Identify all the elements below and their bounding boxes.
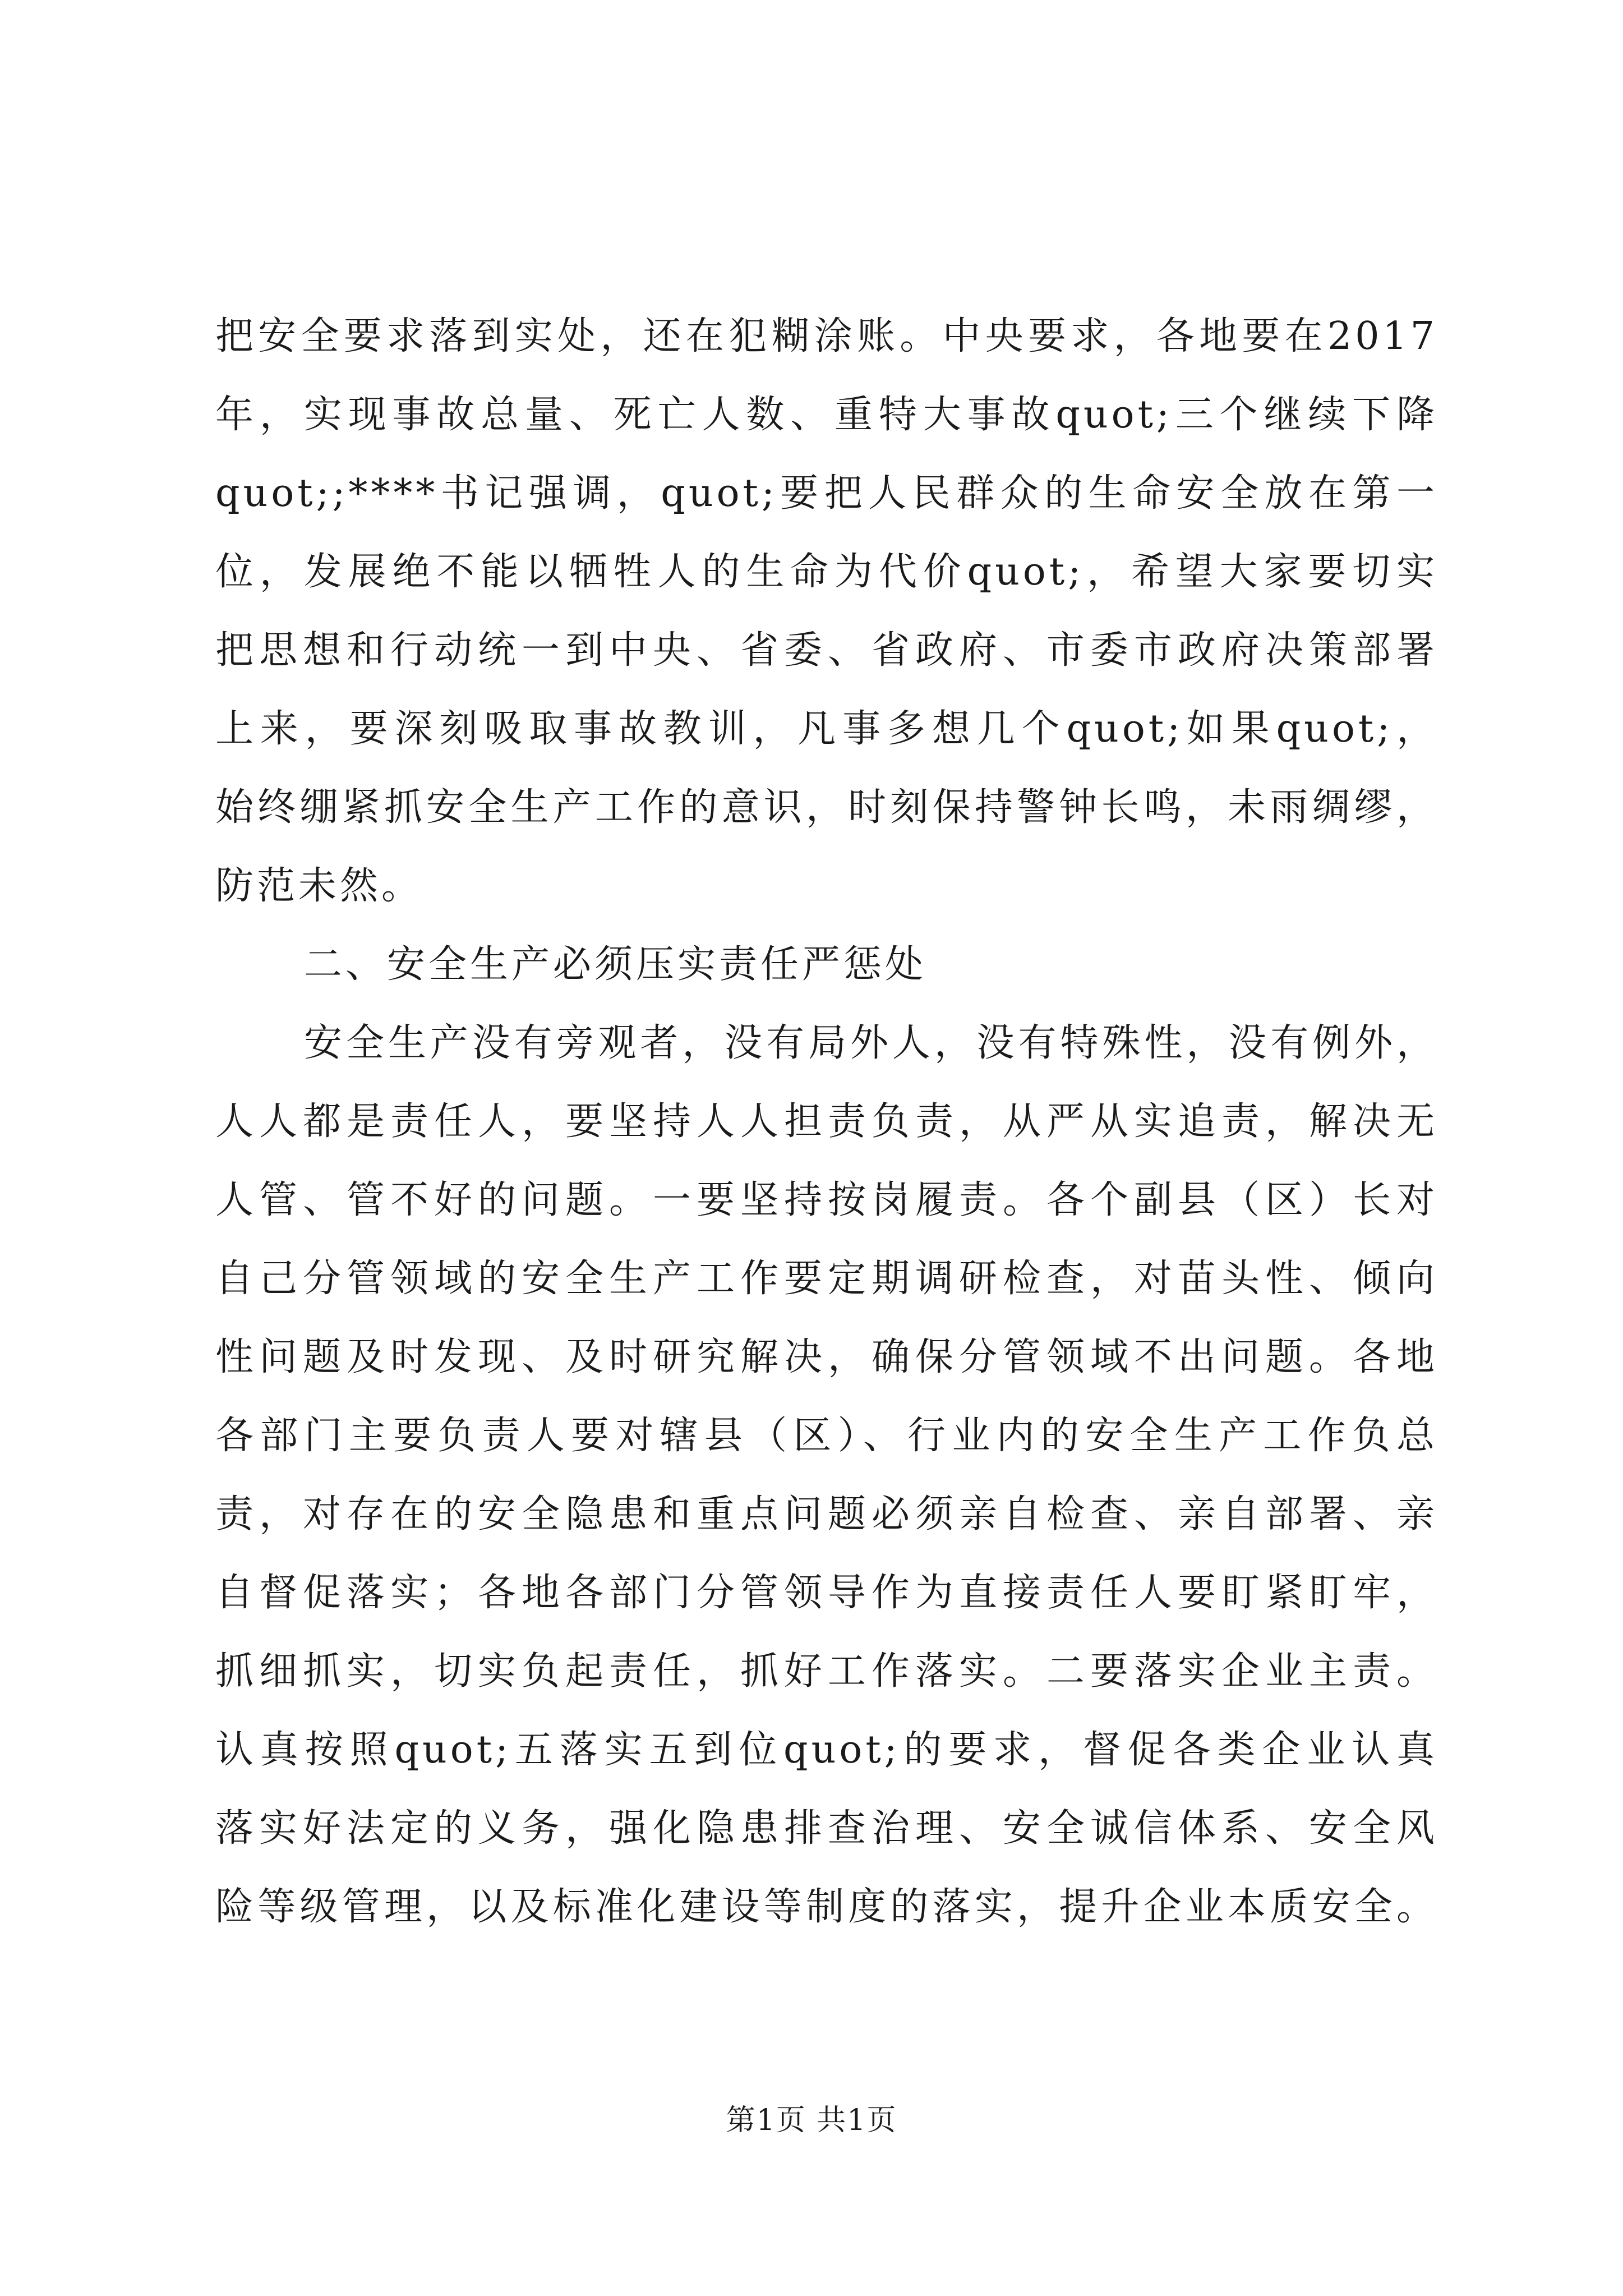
text-line: 自己分管领域的安全生产工作要定期调研检查，对苗头性、倾向 [215,1257,1438,1301]
text-line: 上来，要深刻吸取事故教训，凡事多想几个quot;如果quot;， [215,707,1438,751]
text-line: quot;;****书记强调，quot;要把人民群众的生命安全放在第一 [215,471,1438,516]
page-number-footer: 第1页 共1页 [726,2104,897,2137]
text-line: 把思想和行动统一到中央、省委、省政府、市委市政府决策部署 [215,628,1438,673]
section-heading: 二、安全生产必须压实责任严惩处 [304,942,927,987]
text-line: 人人都是责任人，要坚持人人担责负责，从严从实追责，解决无 [215,1099,1438,1144]
text-line: 险等级管理，以及标准化建设等制度的落实，提升企业本质安全。 [215,1885,1438,1929]
text-line: 人管、管不好的问题。一要坚持按岗履责。各个副县（区）长对 [215,1178,1438,1222]
text-line: 认真按照quot;五落实五到位quot;的要求，督促各类企业认真 [215,1728,1438,1772]
text-line: 落实好法定的义务，强化隐患排查治理、安全诚信体系、安全风 [215,1806,1438,1851]
text-line: 把安全要求落到实处，还在犯糊涂账。中央要求，各地要在2017 [215,314,1438,358]
text-line: 各部门主要负责人要对辖县（区）、行业内的安全生产工作负总 [215,1414,1438,1458]
text-line: 抓细抓实，切实负起责任，抓好工作落实。二要落实企业主责。 [215,1649,1438,1694]
text-line: 自督促落实；各地各部门分管领导作为直接责任人要盯紧盯牢， [215,1571,1438,1615]
text-line: 始终绷紧抓安全生产工作的意识，时刻保持警钟长鸣，未雨绸缪， [215,785,1438,830]
text-line: 年，实现事故总量、死亡人数、重特大事故quot;三个继续下降 [215,393,1438,437]
text-line: 安全生产没有旁观者，没有局外人，没有特殊性，没有例外， [304,1021,1438,1065]
text-line: 性问题及时发现、及时研究解决，确保分管领域不出问题。各地 [215,1335,1438,1379]
text-line: 责，对存在的安全隐患和重点问题必须亲自检查、亲自部署、亲 [215,1492,1438,1536]
text-line: 防范未然。 [215,864,423,908]
text-line: 位，发展绝不能以牺牲人的生命为代价quot;，希望大家要切实 [215,550,1438,594]
